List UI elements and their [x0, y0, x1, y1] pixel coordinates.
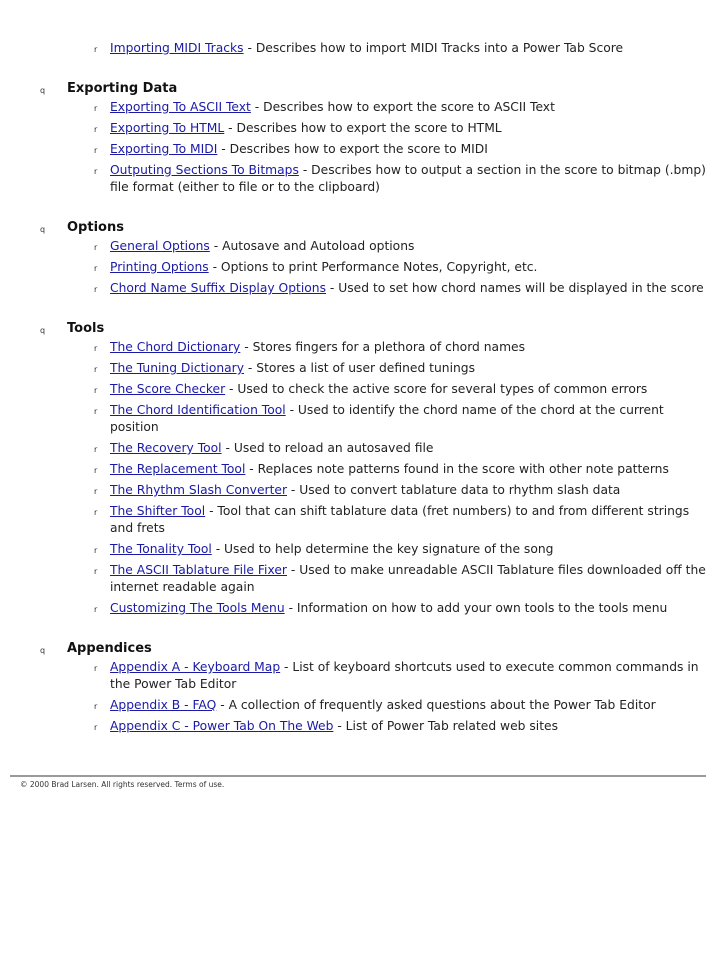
section-tools: [0, 319, 728, 617]
list-item: [0, 718, 728, 735]
list-item: [0, 40, 728, 57]
section-header: [0, 218, 728, 238]
link-the-chord-identification-tool[interactable]: The Chord Identification Tool: [110, 403, 286, 417]
section-title: Options: [67, 220, 124, 235]
section-header: [0, 639, 728, 659]
item-text: [110, 600, 710, 617]
item-text: [110, 482, 710, 499]
section-appendices: [0, 639, 728, 735]
section-title: Tools: [67, 321, 105, 336]
item-description: - Information on how to add your own tools to the tools menu: [284, 601, 668, 615]
item-bullet-icon: r: [94, 546, 98, 555]
item-description: - A collection of frequently asked questions about the Power Tab Editor: [216, 698, 656, 712]
item-text: [110, 339, 710, 356]
link-appendix-b-faq[interactable]: Appendix B - FAQ: [110, 698, 217, 712]
link-the-tuning-dictionary[interactable]: The Tuning Dictionary: [110, 361, 245, 375]
item-bullet-icon: r: [94, 344, 98, 353]
list-item: [0, 600, 728, 617]
item-bullet-icon: r: [94, 264, 98, 273]
list-item: [0, 541, 728, 558]
list-item: [0, 440, 728, 457]
item-bullet-icon: r: [94, 386, 98, 395]
item-description: - List of keyboard shortcuts used to execute common commands in the Power Tab Editor: [110, 660, 699, 691]
item-bullet-icon: r: [94, 167, 98, 176]
item-text: [110, 503, 710, 537]
list-item: [0, 238, 728, 255]
list-item: [0, 259, 728, 276]
item-text: [110, 381, 710, 398]
section-header: [0, 319, 728, 339]
item-text: [110, 120, 710, 137]
link-the-recovery-tool[interactable]: The Recovery Tool: [110, 441, 222, 455]
item-description: - Autosave and Autoload options: [209, 239, 415, 253]
item-description: - Stores a list of user defined tunings: [244, 361, 476, 375]
item-text: [110, 141, 710, 158]
item-text: [110, 541, 710, 558]
list-item: [0, 162, 728, 196]
item-description: - Used to check the active score for several types of common errors: [225, 382, 648, 396]
section-options: [0, 218, 728, 297]
item-text: [110, 718, 710, 735]
item-description: - Describes how to export the score to HTML: [224, 121, 502, 135]
item-description: - Describes how to import MIDI Tracks into a Power Tab Score: [243, 41, 624, 55]
list-item: [0, 99, 728, 116]
list-item: [0, 280, 728, 297]
item-text: [110, 40, 710, 57]
item-text: [110, 697, 710, 714]
item-bullet-icon: r: [94, 723, 98, 732]
item-text: [110, 360, 710, 377]
item-text: [110, 461, 710, 478]
list-item: [0, 360, 728, 377]
section-bullet-icon: q: [40, 86, 46, 95]
item-bullet-icon: r: [94, 104, 98, 113]
list-item: [0, 659, 728, 693]
list-item: [0, 482, 728, 499]
item-description: - Stores fingers for a plethora of chord names: [240, 340, 526, 354]
link-chord-name-suffix-display-options[interactable]: Chord Name Suffix Display Options: [110, 281, 326, 295]
section-title: Appendices: [67, 641, 152, 656]
item-bullet-icon: r: [94, 365, 98, 374]
list-item: [0, 402, 728, 436]
link-outputing-sections-to-bitmaps[interactable]: Outputing Sections To Bitmaps: [110, 163, 299, 177]
list-item: [0, 503, 728, 537]
item-description: - Used to convert tablature data to rhythm slash data: [287, 483, 621, 497]
link-general-options[interactable]: General Options: [110, 239, 210, 253]
item-text: [110, 659, 710, 693]
item-text: [110, 259, 710, 276]
item-bullet-icon: r: [94, 243, 98, 252]
link-the-rhythm-slash-converter[interactable]: The Rhythm Slash Converter: [110, 483, 288, 497]
link-exporting-to-ascii-text[interactable]: Exporting To ASCII Text: [110, 100, 251, 114]
copyright-footer: © 2000 Brad Larsen. All rights reserved. Terms of use.: [20, 780, 225, 789]
list-item: [0, 141, 728, 158]
item-description: - Describes how to export the score to MIDI: [217, 142, 488, 156]
link-the-shifter-tool[interactable]: The Shifter Tool: [110, 504, 206, 518]
link-the-chord-dictionary[interactable]: The Chord Dictionary: [110, 340, 241, 354]
item-bullet-icon: r: [94, 466, 98, 475]
section-exporting-data: [0, 79, 728, 196]
section-header: [0, 79, 728, 99]
item-bullet-icon: r: [94, 605, 98, 614]
list-item: [0, 697, 728, 714]
item-bullet-icon: r: [94, 45, 98, 54]
item-description: - Tool that can shift tablature data (fret numbers) to and from different strings and frets: [110, 504, 690, 535]
link-appendix-a-keyboard-map[interactable]: Appendix A - Keyboard Map: [110, 660, 281, 674]
item-description: - Used to reload an autosaved file: [221, 441, 434, 455]
link-the-replacement-tool[interactable]: The Replacement Tool: [110, 462, 246, 476]
item-text: [110, 238, 710, 255]
item-text: [110, 402, 710, 436]
list-item: [0, 562, 728, 596]
section-bullet-icon: q: [40, 326, 46, 335]
item-bullet-icon: r: [94, 445, 98, 454]
item-description: - Used to set how chord names will be displayed in the score: [326, 281, 704, 295]
list-item: [0, 381, 728, 398]
list-item: [0, 339, 728, 356]
item-bullet-icon: r: [94, 664, 98, 673]
item-text: [110, 280, 710, 297]
footer-divider: [10, 775, 706, 777]
item-bullet-icon: r: [94, 567, 98, 576]
item-text: [110, 562, 710, 596]
item-description: - Used to make unreadable ASCII Tablature files downloaded off the internet readable again: [110, 563, 706, 594]
section-continued: [0, 40, 728, 57]
link-exporting-to-midi[interactable]: Exporting To MIDI: [110, 142, 218, 156]
item-bullet-icon: r: [94, 508, 98, 517]
item-description: - List of Power Tab related web sites: [333, 719, 559, 733]
item-bullet-icon: r: [94, 487, 98, 496]
link-printing-options[interactable]: Printing Options: [110, 260, 209, 274]
item-bullet-icon: r: [94, 125, 98, 134]
item-text: [110, 162, 710, 196]
item-description: - Describes how to output a section in the score to bitmap (.bmp) file format (either to file or to the clipboard): [110, 163, 706, 194]
link-the-score-checker[interactable]: The Score Checker: [110, 382, 226, 396]
link-customizing-the-tools-menu[interactable]: Customizing The Tools Menu: [110, 601, 285, 615]
section-bullet-icon: q: [40, 646, 46, 655]
link-importing-midi-tracks[interactable]: Importing MIDI Tracks: [110, 41, 244, 55]
item-description: - Used to identify the chord name of the chord at the current position: [110, 403, 664, 434]
item-text: [110, 99, 710, 116]
link-exporting-to-html[interactable]: Exporting To HTML: [110, 121, 225, 135]
item-bullet-icon: r: [94, 146, 98, 155]
section-bullet-icon: q: [40, 225, 46, 234]
item-description: - Replaces note patterns found in the score with other note patterns: [245, 462, 669, 476]
item-description: - Options to print Performance Notes, Copyright, etc.: [208, 260, 538, 274]
item-description: - Describes how to export the score to ASCII Text: [250, 100, 555, 114]
list-item: [0, 461, 728, 478]
link-the-tonality-tool[interactable]: The Tonality Tool: [110, 542, 212, 556]
item-bullet-icon: r: [94, 407, 98, 416]
link-appendix-c-power-tab-on-the-web[interactable]: Appendix C - Power Tab On The Web: [110, 719, 334, 733]
item-bullet-icon: r: [94, 702, 98, 711]
item-description: - Used to help determine the key signature of the song: [211, 542, 554, 556]
link-the-ascii-tablature-file-fixer[interactable]: The ASCII Tablature File Fixer: [110, 563, 287, 577]
item-bullet-icon: r: [94, 285, 98, 294]
item-text: [110, 440, 710, 457]
section-title: Exporting Data: [67, 81, 178, 96]
list-item: [0, 120, 728, 137]
